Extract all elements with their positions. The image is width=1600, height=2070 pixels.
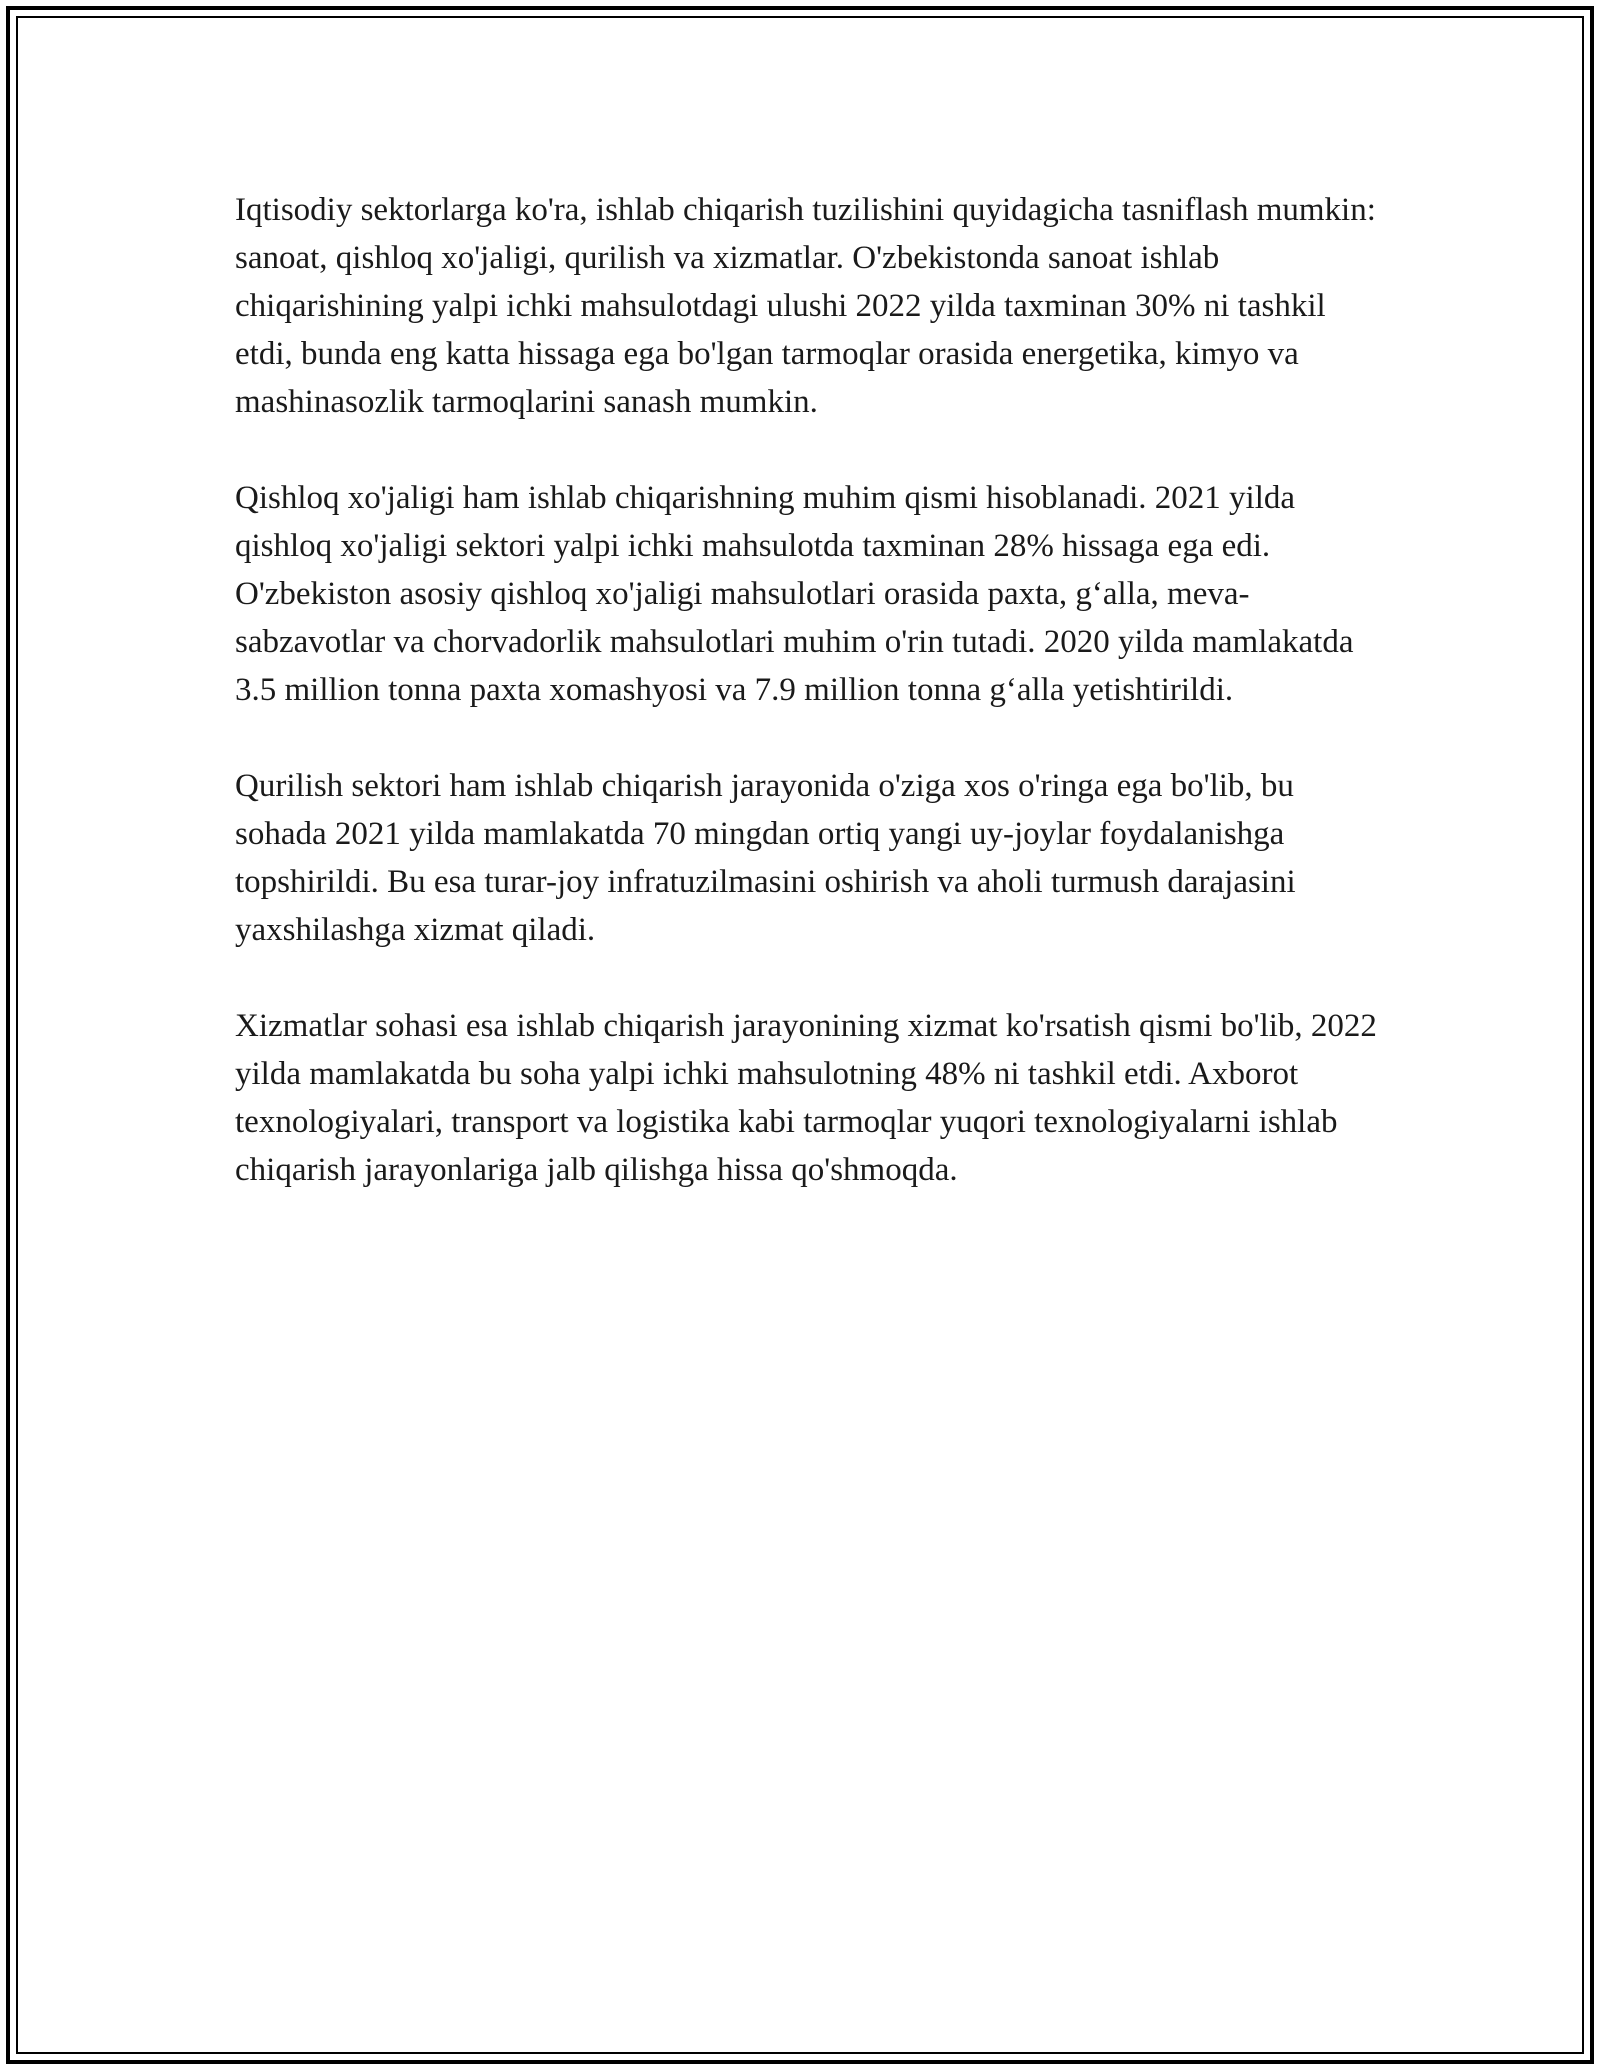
paragraph-services: Xizmatlar sohasi esa ishlab chiqarish jarayonining xizmat ko'rsatish qismi bo'lib, 2022 yilda mamlakatda bu soha yalpi ichki mahsulotning 48% ni tashkil etdi. Axborot texnologiyalari, transport va logistika kabi tarmoqlar yuqori texnologiyalarni ishlab chiqarish jarayonlariga jalb qilishga hissa qo'shmoqda. xyxy=(235,1008,1377,1188)
paragraph-industry: Iqtisodiy sektorlarga ko'ra, ishlab chiqarish tuzilishini quyidagicha tasniflash mumkin: sanoat, qishloq xo'jaligi, qurilish va xizmatlar. O'zbekistonda sanoat ishlab chiqarishining yalpi ichki mahsulotdagi ulushi 2022 yilda taxminan 30% ni tashkil etdi, bunda eng katta hissaga ega bo'lgan tarmoqlar orasida energetika, kimyo va mashinasozlik tarmoqlarini sanash mumkin. xyxy=(235,192,1376,420)
paragraph-construction: Qurilish sektori ham ishlab chiqarish jarayonida o'ziga xos o'ringa ega bo'lib, bu sohada 2021 yilda mamlakatda 70 mingdan ortiq yangi uy-joylar foydalanishga topshirildi. Bu esa turar-joy infratuzilmasini oshirish va aholi turmush darajasini yaxshilashga xizmat qiladi. xyxy=(235,768,1296,948)
paragraph-agriculture: Qishloq xo'jaligi ham ishlab chiqarishning muhim qismi hisoblanadi. 2021 yilda qishloq xo'jaligi sektori yalpi ichki mahsulotda taxminan 28% hissaga ega edi. O'zbekiston asosiy qishloq xo'jaligi mahsulotlari orasida paxta, g‘alla, meva-sabzavotlar va chorvadorlik mahsulotlari muhim o'rin tutadi. 2020 yilda mamlakatda 3.5 million tonna paxta xomashyosi va 7.9 million tonna g‘alla yetishtirildi. xyxy=(235,480,1354,708)
document-body xyxy=(235,186,1385,1242)
